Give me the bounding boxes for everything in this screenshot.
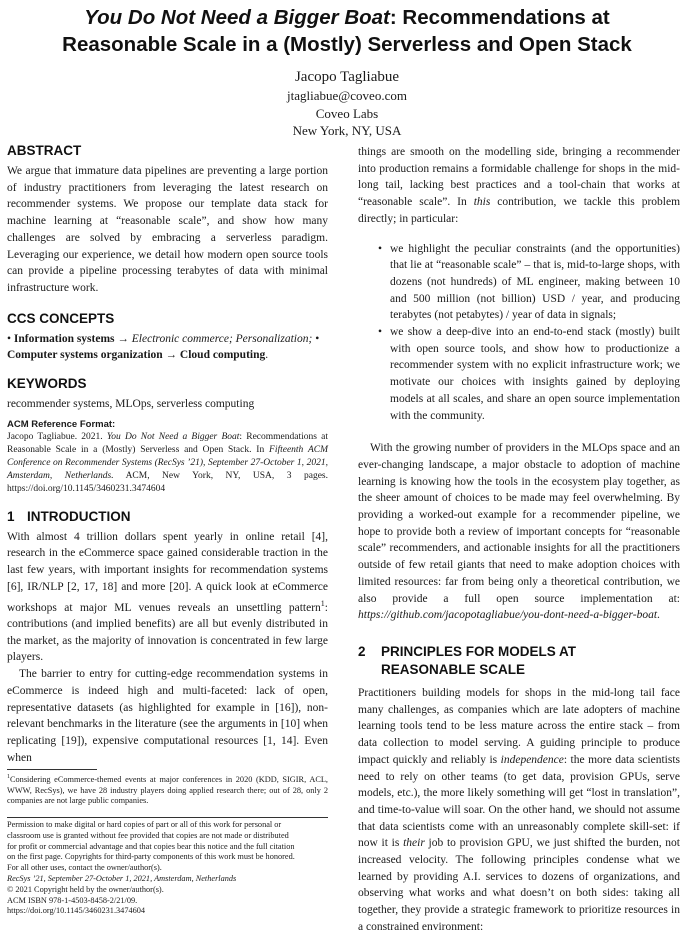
footnote-marker[interactable]: 1 — [320, 598, 325, 608]
sec2-text-b: : the more data scientists need to rely on other teams (to get data, provision GPUs, serve models, etc.), the more likely something will get “lost in translation”, and time-to-value will soar. On the other hand, we should not assume that data scientists come with an unreasonably complete skill-set: if now it is — [358, 753, 681, 850]
github-link[interactable]: https://github.com/jacopotagliabue/you-dont-need-a-bigger-boat — [358, 609, 658, 622]
right-p1-end: contribution, we tackle this problem directly; in particular: — [358, 196, 681, 225]
list-item: • we highlight the peculiar constraints (and the opportunities) that lie at “reasonable scale” – that is, mid-to-large shops, with dozens (not hundreds) of ML engineer, making between 10 and 500 million (not billion) USD / year, and producing terabytes (not petabytes) / year of data in signals; — [390, 241, 680, 325]
acm-reference-heading: ACM Reference Format: — [7, 418, 116, 430]
intro-paragraph-1 — [7, 529, 328, 666]
acm-reference-doi: ACM, New York, NY, USA, 3 pages. https://doi.org/10.1145/3460231.3474604 — [7, 470, 328, 494]
title-line-2: Reasonable Scale in a (Mostly) Serverless and Open Stack — [62, 33, 632, 56]
ccs-bullet-2: • — [315, 332, 320, 345]
contribution-list — [358, 241, 680, 425]
sec2-emphasis-2: their — [403, 837, 425, 850]
abstract-heading: ABSTRACT — [7, 143, 82, 158]
abstract-text: We argue that immature data pipelines are preventing a large portion of industry practitioners from leveraging the latest research on recommender systems. We propose our template data stack for machine learning at “reasonable scale”, and show how many challenges are solved by embracing a serverless paradigm. Leveraging our experience, we detail how modern open source tools can provide a pipeline processing terabytes of data with minimal infrastructure work. — [7, 165, 328, 294]
permission-venue: RecSys ’21, September 27-October 1, 2021, Amsterdam, Netherlands — [7, 873, 237, 883]
permission-doi[interactable]: https://doi.org/10.1145/3460231.3474604 — [7, 906, 146, 916]
arrow-icon: → — [165, 349, 178, 362]
section-2-heading — [358, 643, 680, 679]
permission-line: classroom use is granted without fee provided that copies are not made or distributed — [7, 830, 289, 840]
keywords-text: recommender systems, MLOps, serverless computing — [7, 398, 255, 411]
acm-reference-text — [7, 431, 328, 496]
right-paragraph-2 — [358, 440, 680, 624]
intro-paragraph-2: The barrier to entry for cutting-edge recommendation systems in eCommerce is indeed high and multi-faceted: lack of open, representative datasets (as highlighted for example in [16]), non-relevant benchmarks in the literature (see the arguments in [10] when replicating [19]), expensive computational resources [1, 14]. Even when — [7, 668, 328, 764]
right-paragraph-1 — [358, 144, 680, 228]
section-2-title — [381, 643, 576, 679]
right-p1-emphasis: this — [473, 196, 491, 209]
acm-reference-title: You Do Not Need a Bigger Boat — [106, 431, 240, 442]
permission-line: for profit or commercial advantage and that copies bear this notice and the full citation — [7, 841, 295, 851]
list-item: • we show a deep-dive into an end-to-end stack (mostly) built with open source tools, and show how to productionize a recommender system with no explicit infrastructure work; we motivate our choices with insights gained by deploying models at all scales, and share an open source implementation with the community. — [390, 324, 680, 424]
section-2-paragraph — [358, 685, 680, 936]
permission-line: For all other uses, contact the owner/author(s). — [7, 863, 162, 873]
footnote-text: Considering eCommerce-themed events at major conferences in 2020 (KDD, SIGIR, ACL, WWW, RecSys), we have 28 industry players doing applied research there; out of 28, only 2 companies are not large public companies. — [7, 775, 328, 806]
footnote-divider — [7, 769, 97, 770]
permission-copyright: © 2021 Copyright held by the owner/author(s). — [7, 884, 164, 894]
right-p2-end: . — [657, 609, 660, 622]
ccs-item-1-detail: Electronic commerce; Personalization; — [131, 332, 313, 345]
ccs-heading: CCS CONCEPTS — [7, 310, 115, 326]
ccs-item-2-detail: Cloud computing — [179, 349, 266, 362]
ccs-bullet-1: • — [7, 332, 12, 345]
ccs-period: . — [265, 349, 269, 362]
right-column — [358, 144, 680, 936]
permission-line: on the first page. Copyrights for third-party components of this work must be honored. — [7, 852, 295, 862]
sec2-text-a: Practitioners building models for shops in the mid-long tail face many challenges, as companies which are late adopters of machine learning tools tend to be less mature across the entire stack – from data collection to model serving. A guiding principle to produce impact quickly and reliably is — [358, 686, 680, 766]
section-2-title-line-2: REASONABLE SCALE — [381, 661, 526, 677]
intro-p1-end: : contributions (and implied benefits) are all but evenly distributed in the market, as the majority of innovation is concentrated in few large players. — [7, 601, 328, 664]
acm-reference-venue: Fifteenth ACM Conference on Recommender Systems (RecSys ’21), September 27-October 1, 2021, Amsterdam, Netherlands. — [7, 444, 328, 481]
ccs-item-1: Information systems — [13, 332, 115, 345]
author-block — [0, 68, 694, 140]
left-column — [7, 142, 328, 917]
section-2-title-line-1: PRINCIPLES FOR MODELS AT — [381, 643, 577, 659]
footnote-number: 1 — [7, 774, 10, 781]
permission-isbn: ACM ISBN 978-1-4503-8458-2/21/09. — [7, 895, 138, 905]
acm-reference-subtitle: : Recommendations at Reasonable Scale in a (Mostly) Serverless and Open Stack. In — [7, 431, 329, 455]
right-p1-text: things are smooth on the modelling side, bringing a recommender into production remains a formidable challenge for shops in the mid-long tail, lacking best practices and a tool-chain that works at “reasonable scale”. In — [358, 146, 680, 209]
ccs-item-2: Computer systems organization — [7, 349, 163, 362]
keywords-heading: KEYWORDS — [7, 376, 87, 392]
intro-title: INTRODUCTION — [27, 508, 131, 524]
author-affiliation: Coveo Labs — [315, 105, 379, 121]
paper-title — [20, 4, 674, 58]
intro-heading — [7, 508, 328, 526]
author-name: Jacopo Tagliabue — [294, 69, 400, 85]
acm-reference-author: Jacopo Tagliabue. 2021. — [7, 431, 103, 442]
title-emphasis: You Do Not Need a Bigger Boat — [84, 6, 390, 29]
permission-line: Permission to make digital or hard copies of part or all of this work for personal or — [7, 819, 282, 829]
intro-number: 1 — [7, 508, 15, 524]
right-p2-text: With the growing number of providers in the MLOps space and an ever-changing landscape, a major obstacle to adoption of machine learning is knowing how the tools in the ecosystem play together, as the sheer amount of choices to be made may feel overwhelming. By providing a worked-out example for a recommender pipeline, we hope to provide both a review of important concepts for “reasonable scale” recommenders, and actionable insights for all the practitioners outside of few retail giants that need to make adoption choices with limited resources: far from being only a theoretical contribution, we also provide a full open source implementation at: — [358, 442, 680, 605]
arrow-icon: → — [117, 332, 129, 345]
permission-divider — [7, 817, 328, 818]
ccs-concepts — [7, 331, 328, 364]
section-2-number: 2 — [358, 643, 366, 659]
sec2-text-c: job to provision GPU, we just shifted the burden, not increased velocity. The following principles condense what we learned by providing A.I. services to dozens of organizations, and observing what works and what doesn’t on both sides: taking all together, they provide a strategic framework to prioritize resources in a constrained environment: — [358, 837, 680, 933]
intro-p1-text: With almost 4 trillion dollars spent yearly in online retail [4], research in the eCommerce space gained considerable traction in the last few years, with important insights for recommendation systems [6], IR/NLP [2, 17, 18] and more [20]. A quick look at eCommerce workshops at major ML venues reveals an unsettling pattern — [7, 530, 328, 614]
footnote — [7, 772, 328, 807]
author-email[interactable]: jtagliabue@coveo.com — [287, 88, 407, 103]
sec2-emphasis-1: independence — [500, 753, 564, 766]
title-rest: : Recommendations at — [389, 6, 610, 29]
author-location: New York, NY, USA — [292, 123, 402, 138]
